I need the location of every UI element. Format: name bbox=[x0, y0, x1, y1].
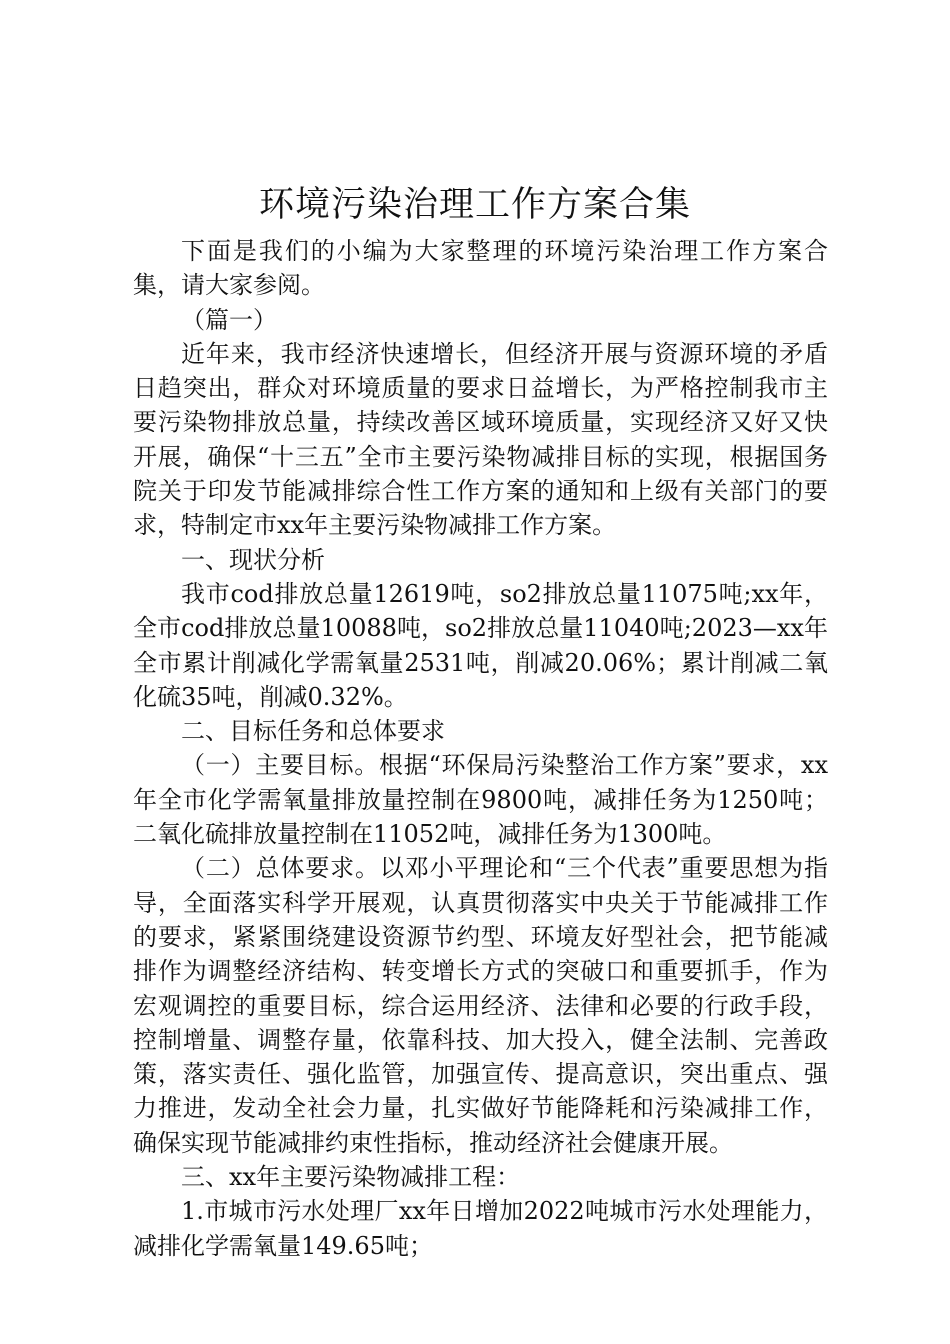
document-title: 环境污染治理工作方案合集 bbox=[258, 185, 691, 225]
intro-paragraph: 下面是我们的小编为大家整理的环境污染治理工作方案合集，请大家参阅。 bbox=[133, 237, 828, 300]
main-targets-paragraph: （一）主要目标。根据“环保局污染整治工作方案”要求，xx年全市化学需氧量排放量控制在9800吨，减排任务为1250吨；二氧化硫排放量控制在11052吨，减排任务为1300吨。 bbox=[133, 751, 828, 849]
heading-targets: 二、目标任务和总体要求 bbox=[181, 717, 445, 746]
background-paragraph: 近年来，我市经济快速增长，但经济开展与资源环境的矛盾日趋突出，群众对环境质量的要求日益增长，为严格控制我市主要污染物排放总量，持续改善区域环境质量，实现经济又好又快开展，确保“十三五”全市主要污染物减排目标的实现，根据国务院关于印发节能减排综合性工作方案的通知和上级有关部门的要求，特制定市xx年主要污染物减排工作方案。 bbox=[133, 339, 828, 540]
status-analysis-paragraph: 我市cod排放总量12619吨，so2排放总量11075吨;xx年，全市cod排放总量10088吨，so2排放总量11040吨;2023—xx年全市累计削减化学需氧量2531吨，削减20.06%；累计削减二氧化硫35吨，削减0.32%。 bbox=[133, 579, 828, 711]
document-body bbox=[133, 234, 828, 1263]
project-item-1: 1.市城市污水处理厂xx年日增加2022吨城市污水处理能力，减排化学需氧量149.65吨； bbox=[133, 1197, 828, 1260]
heading-projects: 三、xx年主要污染物减排工程： bbox=[181, 1163, 521, 1192]
overall-requirements-paragraph: （二）总体要求。以邓小平理论和“三个代表”重要思想为指导，全面落实科学开展观，认真贯彻落实中央关于节能减排工作的要求，紧紧围绕建设资源节约型、环境友好型社会，把节能减排作为调整经济结构、转变增长方式的突破口和重要抓手，作为宏观调控的重要目标，综合运用经济、法律和必要的行政手段，控制增量、调整存量，依靠科技、加大投入，健全法制、完善政策，落实责任、强化监管，加强宣传、提高意识，突出重点、强力推进，发动全社会力量，扎实做好节能降耗和污染减排工作，确保实现节能减排约束性指标，推动经济社会健康开展。 bbox=[133, 854, 828, 1157]
section-label-part-one: （篇一） bbox=[181, 305, 277, 334]
heading-status-analysis: 一、现状分析 bbox=[181, 545, 325, 574]
